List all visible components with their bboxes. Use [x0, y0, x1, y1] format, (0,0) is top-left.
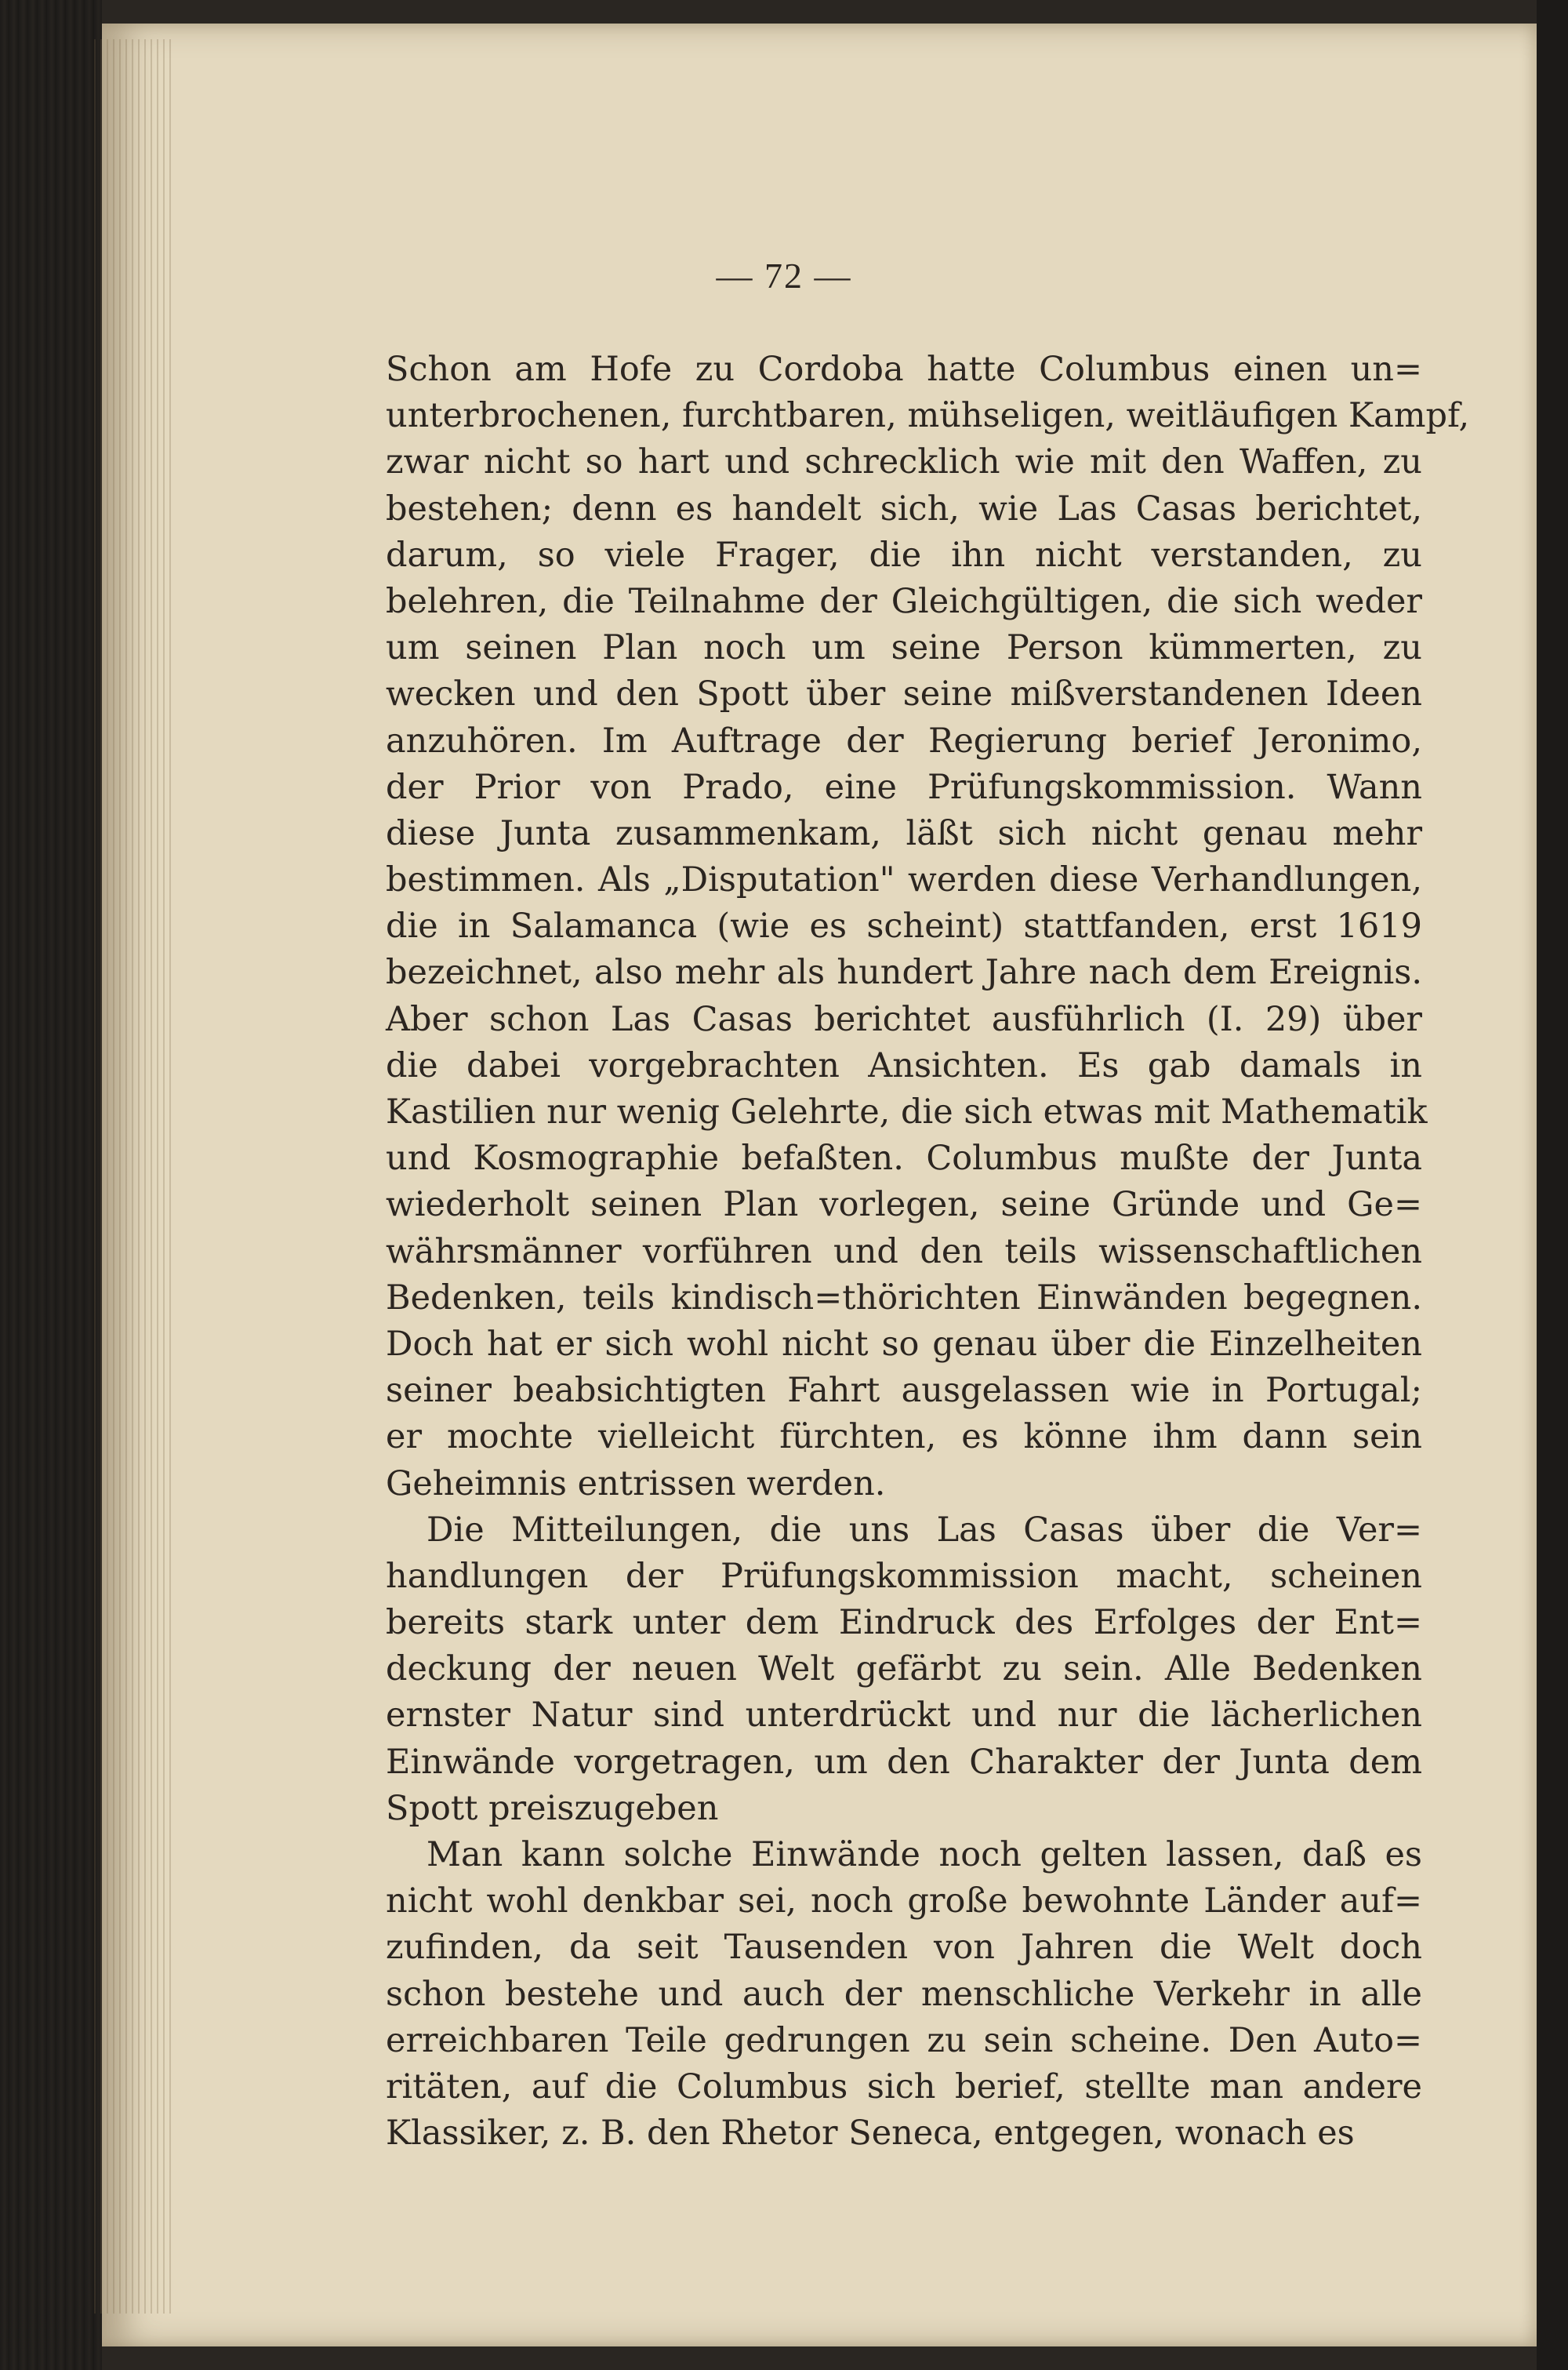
text-line: Doch hat er sich wohl nicht so genau über die Einzelheiten [386, 1324, 1422, 1364]
text-line: darum, so viele Frager, die ihn nicht verstanden, zu [386, 535, 1422, 575]
page-number: — 72 — [716, 256, 852, 296]
text-line: nicht wohl denkbar sei, noch große bewohnte Länder auf= [386, 1881, 1422, 1921]
text-line: erreichbaren Teile gedrungen zu sein scheine. Den Auto= [386, 2020, 1422, 2060]
text-line: Die Mitteilungen, die uns Las Casas über die Ver= [426, 1510, 1422, 1550]
body-text [386, 347, 1470, 2157]
text-line: unterbrochenen, furchtbaren, mühseligen, weitläufigen Kampf, [386, 396, 1470, 436]
text-line: bestimmen. Als „Disputation" werden diese Verhandlungen, [386, 860, 1422, 900]
text-line: bereits stark unter dem Eindruck des Erfolges der Ent= [386, 1603, 1422, 1643]
text-line: belehren, die Teilnahme der Gleichgültigen, die sich weder [386, 581, 1422, 621]
text-line: Bedenken, teils kindisch=thörichten Einwänden begegnen. [386, 1278, 1422, 1318]
text-line: Man kann solche Einwände noch gelten lassen, daß es [426, 1835, 1422, 1874]
text-line: wiederholt seinen Plan vorlegen, seine Gründe und Ge= [386, 1185, 1422, 1225]
text-line: ernster Natur sind unterdrückt und nur die lächerlichen [386, 1696, 1422, 1736]
text-line: wecken und den Spott über seine mißverstandenen Ideen [386, 674, 1422, 714]
text-line: handlungen der Prüfungskommission macht, scheinen [386, 1556, 1422, 1596]
text-line: Aber schon Las Casas berichtet ausführlich (I. 29) über [386, 999, 1422, 1039]
text-line: Kastilien nur wenig Gelehrte, die sich etwas mit Mathematik [386, 1092, 1428, 1132]
text-line: zwar nicht so hart und schrecklich wie mit den Waffen, zu [386, 442, 1422, 482]
text-line: Schon am Hofe zu Cordoba hatte Columbus einen un= [386, 350, 1422, 389]
text-line: Klassiker, z. B. den Rhetor Seneca, entgegen, wonach es [386, 2114, 1355, 2154]
text-line: bezeichnet, also mehr als hundert Jahre nach dem Ereignis. [386, 953, 1422, 993]
text-line: und Kosmographie befaßten. Columbus mußte der Junta [386, 1139, 1422, 1179]
book-binding [0, 0, 102, 2370]
book-cover-edge [1537, 0, 1568, 2370]
text-line: ritäten, auf die Columbus sich berief, stellte man andere [386, 2066, 1422, 2106]
text-line: seiner beabsichtigten Fahrt ausgelassen wie in Portugal; [386, 1371, 1422, 1411]
page-edges [94, 39, 172, 2314]
text-line: diese Junta zusammenkam, läßt sich nicht genau mehr [386, 813, 1422, 853]
text-line: Spott preiszugeben [386, 1788, 719, 1828]
text-line: Geheimnis entrissen werden. [386, 1463, 886, 1503]
text-line: deckung der neuen Welt gefärbt zu sein. Alle Bedenken [386, 1649, 1422, 1689]
text-line: der Prior von Prado, eine Prüfungskommission. Wann [386, 767, 1422, 807]
text-line: Einwände vorgetragen, um den Charakter der Junta dem [386, 1742, 1422, 1782]
paragraph [386, 347, 1470, 1507]
text-line: bestehen; denn es handelt sich, wie Las Casas berichtet, [386, 489, 1422, 529]
text-line: die dabei vorgebrachten Ansichten. Es gab damals in [386, 1045, 1422, 1085]
text-line: anzuhören. Im Auftrage der Regierung berief Jeronimo, [386, 721, 1422, 761]
text-line: schon bestehe und auch der menschliche Verkehr in alle [386, 1974, 1422, 2014]
text-line: währsmänner vorführen und den teils wissenschaftlichen [386, 1231, 1422, 1271]
text-line: er mochte vielleicht fürchten, es könne ihm dann sein [386, 1417, 1422, 1457]
paragraph [386, 1507, 1422, 1832]
paragraph [386, 1832, 1422, 2157]
text-line: zufinden, da seit Tausenden von Jahren die Welt doch [386, 1928, 1422, 1968]
text-line: die in Salamanca (wie es scheint) stattfanden, erst 1619 [386, 907, 1422, 947]
text-line: um seinen Plan noch um seine Person kümmerten, zu [386, 628, 1422, 668]
